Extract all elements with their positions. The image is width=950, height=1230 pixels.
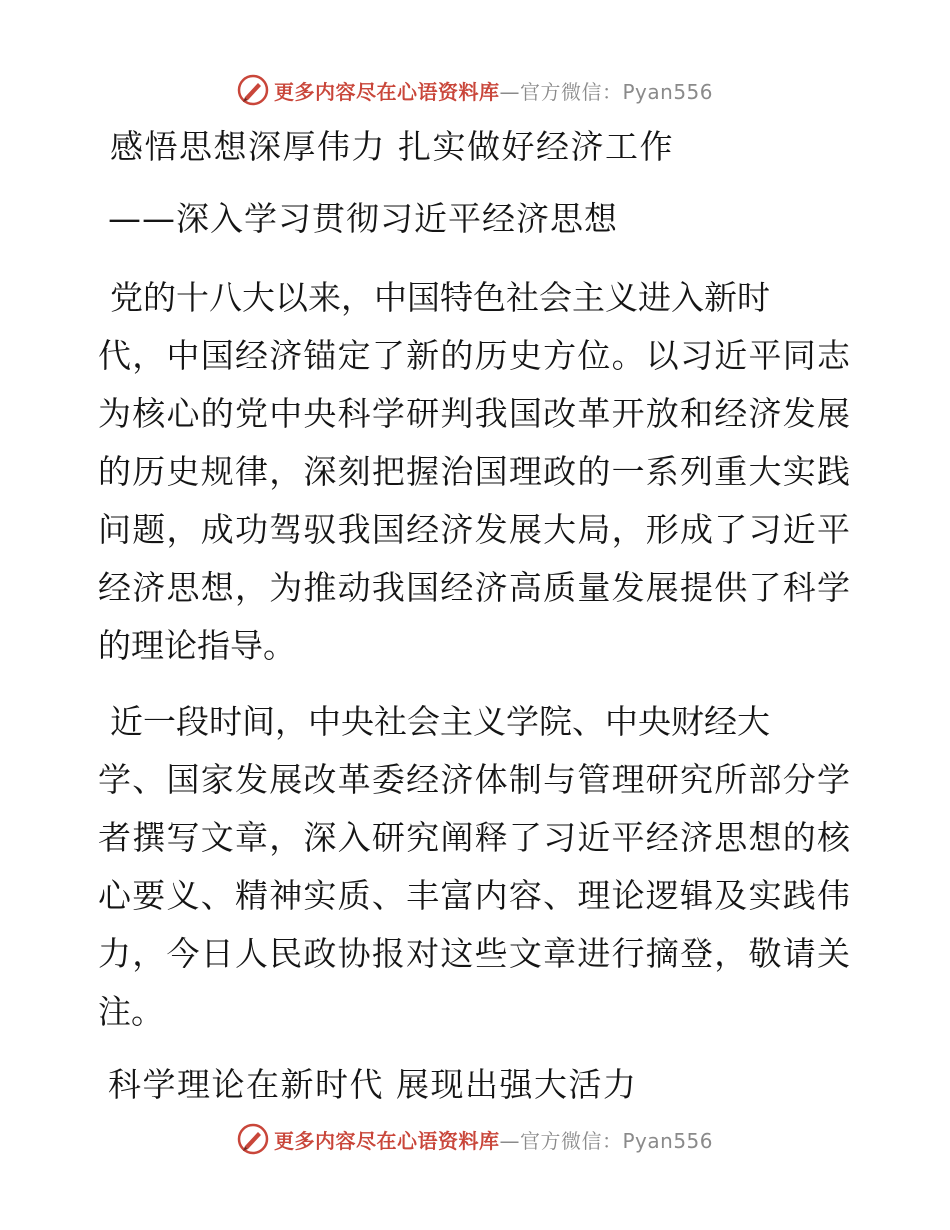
paragraph-2-first-line: 近一段时间，中央社会主义学院、中央财经大: [110, 702, 770, 741]
document-title: 感悟思想深厚伟力 扎实做好经济工作: [110, 127, 674, 166]
footer-watermark-banner: [236, 1122, 713, 1156]
header-watermark-banner: [236, 73, 713, 107]
paragraph-2-body: 学、国家发展改革委经济体制与管理研究所部分学者撰写文章，深入研究阐释了习近平经济思想的核心要义、精神实质、丰富内容、理论逻辑及实践伟力，今日人民政协报对这些文章进行摘登，敬请关注。: [98, 760, 850, 1031]
body-paragraph-2: [98, 693, 850, 1041]
pen-logo-icon: [236, 1122, 270, 1156]
paragraph-1-body: 代，中国经济锚定了新的历史方位。以习近平同志为核心的党中央科学研判我国改革开放和经济发展的历史规律，深刻把握治国理政的一系列重大实践问题，成功驾驭我国经济发展大局，形成了习近平经济思想，为推动我国经济高质量发展提供了科学的理论指导。: [98, 336, 850, 665]
banner-wechat-text: —官方微信：Pyan556: [499, 1128, 714, 1153]
banner-wechat-text: —官方微信：Pyan556: [499, 79, 714, 104]
paragraph-1-first-line: 党的十八大以来，中国特色社会主义进入新时: [110, 278, 770, 317]
pen-logo-icon: [236, 73, 270, 107]
section-heading: 科学理论在新时代 展现出强大活力: [108, 1065, 638, 1104]
body-paragraph-1: [98, 269, 850, 675]
banner-brand-text: 更多内容尽在心语资料库: [274, 79, 500, 104]
document-subtitle: ——深入学习贯彻习近平经济思想: [108, 199, 618, 238]
banner-brand-text: 更多内容尽在心语资料库: [274, 1128, 500, 1153]
